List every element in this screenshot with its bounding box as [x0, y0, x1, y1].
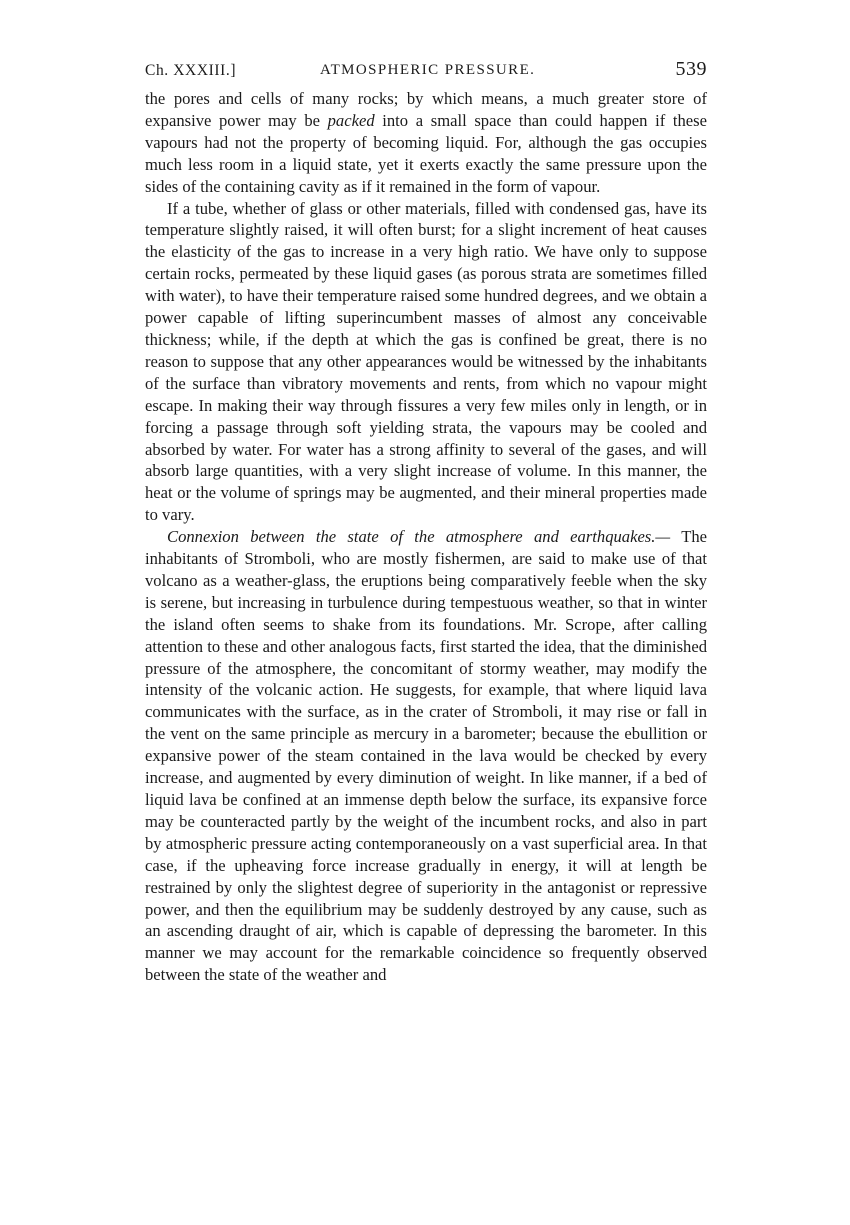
chapter-label: Ch. XXXIII.] — [145, 62, 237, 79]
paragraph-2-text: If a tube, whether of glass or other materials, filled with condensed gas, have its temperature slightly raised, it will often burst; for a slight increment of heat causes the elasticity of the gas to increase in a very high ratio. We have only to suppose certain rocks, permeated by these liquid gases (as porous strata are sometimes filled with water), to have their temperature raised some hundred degrees, and we obtain a power capable of lifting superincumbent masses of almost any conceivable thickness; while, if the depth at which the gas is confined be great, there is no reason to suppose that any other appearances would be witnessed by the inhabitants of the surface than vibratory movements and rents, from which no vapour might escape. In making their way through fissures a very few miles only in length, or in forcing a passage through soft yielding strata, the vapours may be cooled and absorbed by water. For water has a strong affinity to several of the gases, and will absorb large quantities, with a very slight increase of volume. In this manner, the heat or the volume of springs may be augmented, and their mineral properties made to vary. — [145, 198, 707, 525]
paragraph-1 — [145, 88, 707, 198]
paragraph-2 — [145, 198, 707, 527]
book-page — [145, 58, 707, 986]
paragraph-1-text: the pores and cells of many rocks; by which means, a much greater store of expansive power may be — [145, 89, 707, 130]
emphasis-packed: packed — [327, 110, 375, 130]
running-head — [145, 58, 707, 88]
body-text — [145, 88, 707, 986]
paragraph-1-text-continued: into a small space than could happen if these vapours had not the property of becoming liquid. For, although the gas occupies much less room in a liquid state, yet it exerts exactly the same pressure upon the sides of the containing cavity as if it remained in the form of vapour. — [145, 110, 707, 196]
paragraph-3-text: The inhabitants of Stromboli, who are mostly fishermen, are said to make use of that volcano as a weather-glass, the eruptions being comparatively feeble when the sky is serene, but increasing in turbulence during tempestuous weather, so that in winter the island often seems to shake from its foundations. Mr. Scrope, after calling attention to these and other analogous facts, first started the idea, that the diminished pressure of the atmosphere, the concomitant of stormy weather, may modify the intensity of the volcanic action. He suggests, for example, that where liquid lava communicates with the surface, as in the crater of Stromboli, it may rise or fall in the vent on the same principle as mercury in a barometer; because the ebullition or expansive power of the steam contained in the lava would be checked by every increase, and augmented by every diminution of weight. In like manner, if a bed of liquid lava be confined at an immense depth below the surface, its expansive force may be counteracted partly by the weight of the incumbent rocks, and also in part by atmospheric pressure acting contemporaneously on a vast superficial area. In that case, if the upheaving force increase gradually in energy, it will at length be restrained by only the slightest degree of superiority in the antagonist or repressive power, and then the equilibrium may be suddenly destroyed by any cause, such as an ascending draught of air, which is capable of depressing the barometer. In this manner we may account for the remarkable coincidence so frequently observed between the state of the weather and — [145, 527, 707, 985]
paragraph-3 — [145, 526, 707, 986]
page-number: 539 — [675, 58, 707, 80]
section-heading: Connexion between the state of the atmosphere and earthquakes.— — [167, 527, 671, 547]
running-title: ATMOSPHERIC PRESSURE. — [320, 62, 536, 78]
